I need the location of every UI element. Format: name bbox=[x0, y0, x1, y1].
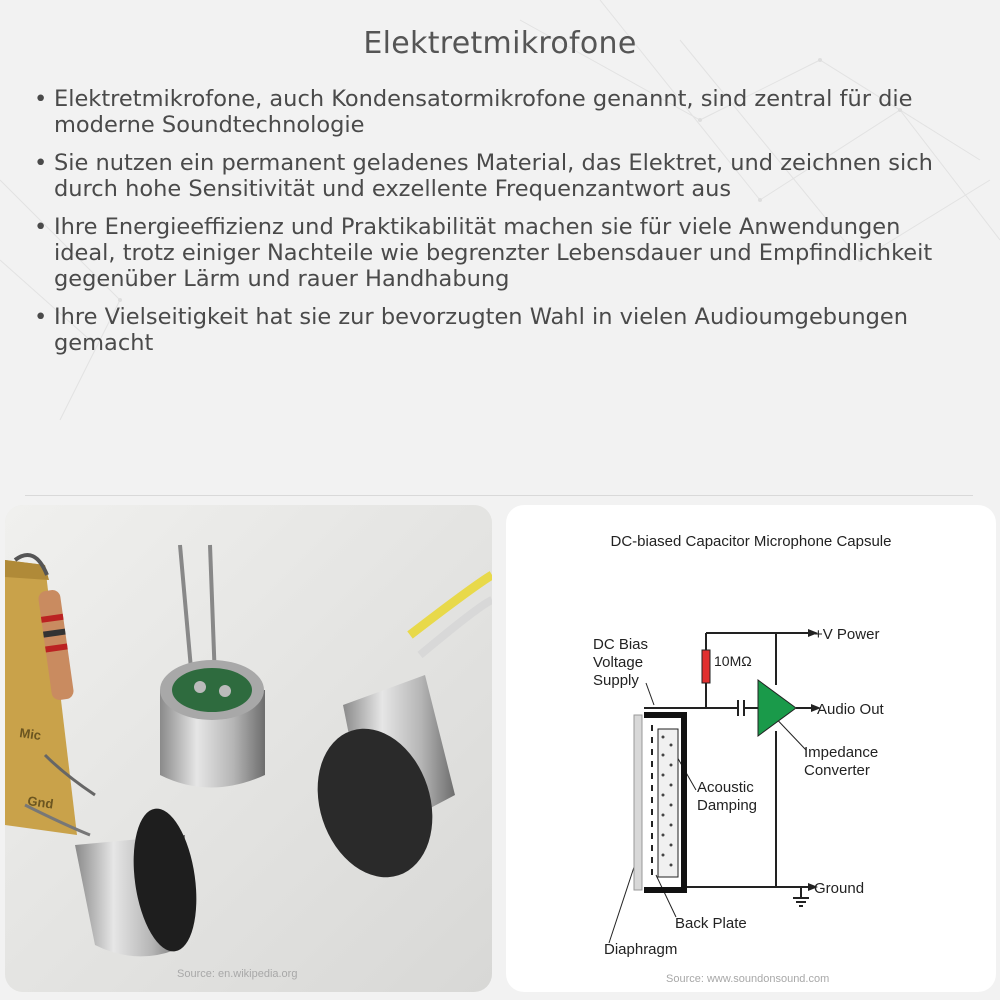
audio-out-label: Audio Out bbox=[817, 701, 884, 718]
acoustic-line: Damping bbox=[697, 797, 758, 814]
ground-label: Ground bbox=[814, 880, 865, 897]
diaphragm-label: Diaphragm bbox=[604, 941, 678, 958]
photo-source: Source: en.wikipedia.org bbox=[177, 968, 298, 980]
impedance-line: Converter bbox=[804, 762, 870, 779]
diaphragm bbox=[634, 715, 642, 890]
bullet-item bbox=[34, 150, 964, 202]
resistor-label: 10MΩ bbox=[714, 653, 752, 669]
power-label: +V Power bbox=[814, 626, 880, 643]
back-plate-label: Back Plate bbox=[675, 915, 747, 932]
bullet-text: Ihre Energieeffizienz und Praktikabilität machen sie für viele Anwendungen ideal, trotz einiger Nachteile wie begrenzter Lebensdauer und Empfindlichkeit gegenüber Lärm und rauer Handhabung bbox=[54, 214, 933, 292]
bullet-item bbox=[34, 304, 964, 356]
impedance-line: Impedance bbox=[804, 744, 879, 761]
circuit-drawing bbox=[506, 505, 996, 992]
section-divider bbox=[25, 495, 973, 496]
bullet-marker: • bbox=[34, 86, 48, 112]
bullet-item bbox=[34, 214, 964, 292]
bullet-text: Ihre Vielseitigkeit hat sie zur bevorzugten Wahl in vielen Audioumgebungen gemacht bbox=[54, 304, 908, 356]
bullet-item bbox=[34, 86, 964, 138]
acoustic-line: Acoustic bbox=[697, 779, 754, 796]
amplifier-symbol bbox=[758, 680, 796, 736]
dc-bias-line: Voltage bbox=[593, 654, 644, 671]
diagram-title: DC-biased Capacitor Microphone Capsule bbox=[610, 533, 892, 550]
acoustic-damping bbox=[658, 729, 678, 877]
page-title: Elektretmikrofone bbox=[363, 26, 637, 61]
impedance-label bbox=[804, 744, 878, 780]
bullet-text: Sie nutzen ein permanent geladenes Material, das Elektret, und zeichnen sich durch hohe Sensitivität und exzellente Frequenzantwort aus bbox=[54, 150, 933, 202]
acoustic-label bbox=[697, 779, 757, 815]
bullet-marker: • bbox=[34, 150, 48, 176]
resistor-symbol bbox=[702, 650, 710, 683]
microphone-photo bbox=[5, 505, 492, 992]
diagram-source: Source: www.soundonsound.com bbox=[666, 973, 830, 985]
capsule-diagram bbox=[506, 505, 996, 992]
bullet-marker: • bbox=[34, 304, 48, 330]
bullet-marker: • bbox=[34, 214, 48, 240]
dc-bias-line: DC Bias bbox=[593, 636, 649, 653]
board-label-mic: Mic bbox=[18, 725, 43, 743]
board-label-gnd: Gnd bbox=[26, 793, 55, 812]
bullet-list bbox=[34, 86, 964, 368]
dc-bias-label bbox=[593, 636, 648, 690]
dc-bias-line: Supply bbox=[593, 672, 639, 689]
bullet-text: Elektretmikrofone, auch Kondensatormikrofone genannt, sind zentral für die moderne Soundtechnologie bbox=[54, 86, 913, 138]
microphone-photo-drawing bbox=[5, 505, 492, 992]
